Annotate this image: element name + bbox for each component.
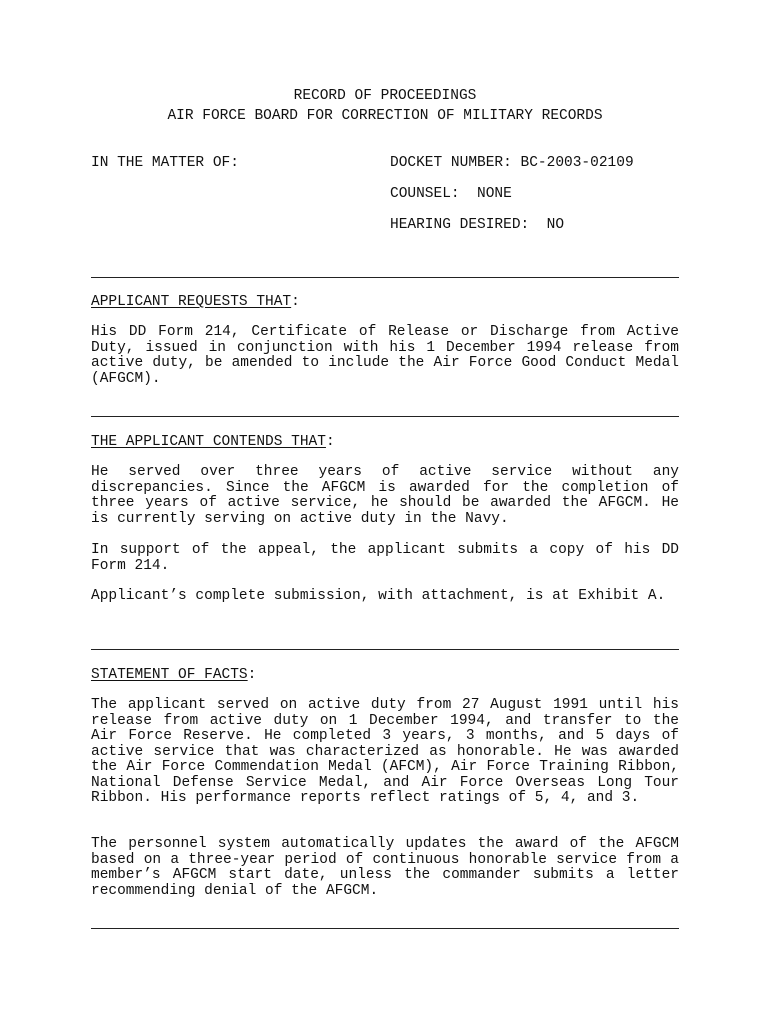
section-heading-requests (91, 294, 300, 310)
contends-paragraph-2: In support of the appeal, the applicant submits a copy of his DD Form 214. (91, 542, 679, 574)
requests-paragraph: His DD Form 214, Certificate of Release or Discharge from Active Duty, issued in conjunction with his 1 December 1994 release from active duty, be amended to include the Air Force Good Conduct Medal (AFGCM). (91, 324, 679, 387)
section-heading-colon: : (325, 434, 335, 450)
section-divider (91, 416, 679, 417)
section-divider (91, 928, 679, 929)
document-header (0, 86, 770, 126)
hearing-desired-field: HEARING DESIRED: NO (390, 217, 565, 233)
facts-paragraph-1: The applicant served on active duty from 27 August 1991 until his release from active duty on 1 December 1994, and transfer to the Air Force Reserve. He completed 3 years, 3 months, and 5 days of active service that was characterized as honorable. He was awarded the Air Force Commendation Medal (AFCM), Air Force Training Ribbon, National Defense Service Medal, and Air Force Overseas Long Tour Ribbon. His performance reports reflect ratings of 5, 4, and 3. (91, 697, 679, 806)
document-title: RECORD OF PROCEEDINGS (293, 88, 477, 104)
contends-paragraph-1: He served over three years of active service without any discrepancies. Since the AFGCM is awarded for the completion of three years of active service, he should be awarded the AFGCM. He is currently serving on active duty in the Navy. (91, 464, 679, 527)
section-heading-text: THE APPLICANT CONTENDS THAT (91, 434, 326, 450)
section-heading-contends (91, 434, 335, 450)
section-heading-colon: : (291, 294, 300, 310)
section-divider (91, 277, 679, 278)
section-heading-facts (91, 667, 256, 683)
section-divider (91, 649, 679, 650)
matter-label: IN THE MATTER OF: (91, 155, 239, 171)
facts-paragraph-2: The personnel system automatically updates the award of the AFGCM based on a three-year period of continuous honorable service from a member’s AFGCM start date, unless the commander submits a letter recommending denial of the AFGCM. (91, 836, 679, 899)
section-heading-text: STATEMENT OF FACTS (91, 667, 248, 683)
section-heading-colon: : (247, 667, 257, 683)
document-subtitle: AIR FORCE BOARD FOR CORRECTION OF MILITARY RECORDS (167, 108, 603, 124)
docket-number: DOCKET NUMBER: BC-2003-02109 (390, 155, 634, 171)
section-heading-text: APPLICANT REQUESTS THAT (91, 294, 292, 310)
counsel-field: COUNSEL: NONE (390, 186, 512, 202)
contends-paragraph-3: Applicant’s complete submission, with attachment, is at Exhibit A. (91, 588, 666, 604)
